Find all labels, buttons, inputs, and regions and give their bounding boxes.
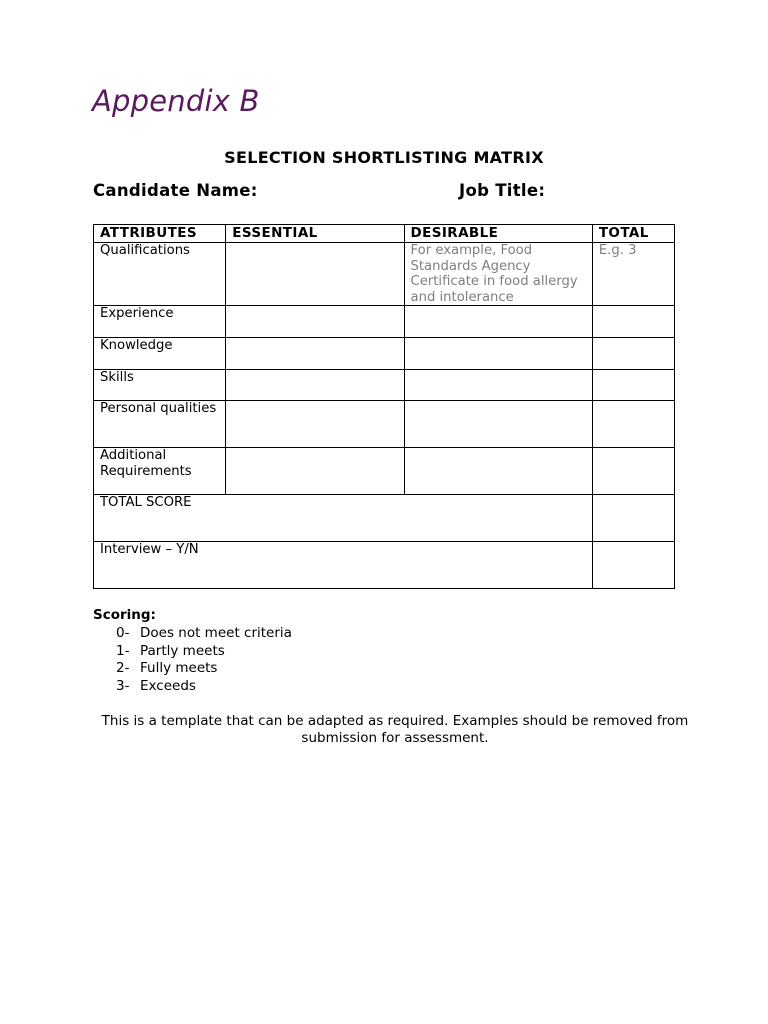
- scoring-list: [93, 625, 292, 696]
- total-cell[interactable]: [592, 448, 674, 495]
- list-item: [116, 678, 292, 696]
- total-cell[interactable]: [592, 338, 674, 370]
- total-score-label: TOTAL SCORE: [94, 495, 593, 542]
- desirable-cell[interactable]: For example, Food Standards Agency Certificate in food allergy and intolerance: [404, 243, 592, 306]
- header-desirable: DESIRABLE: [404, 225, 592, 243]
- scoring-number: 2-: [116, 660, 130, 677]
- scoring-text: Partly meets: [140, 642, 225, 659]
- interview-cell[interactable]: [592, 542, 674, 589]
- list-item: [116, 643, 292, 661]
- desirable-cell[interactable]: [404, 401, 592, 448]
- total-score-row: [94, 495, 675, 542]
- attribute-cell: Qualifications: [94, 243, 226, 306]
- header-essential: ESSENTIAL: [226, 225, 404, 243]
- interview-row: [94, 542, 675, 589]
- template-footnote: This is a template that can be adapted as required. Examples should be removed from submission for assessment.: [101, 713, 689, 746]
- table-row: [94, 338, 675, 370]
- table-row: [94, 243, 675, 306]
- table-row: [94, 448, 675, 495]
- shortlisting-matrix-table: [93, 224, 675, 589]
- list-item: [116, 660, 292, 678]
- desirable-cell[interactable]: [404, 338, 592, 370]
- scoring-number: 1-: [116, 642, 130, 659]
- desirable-cell[interactable]: [404, 448, 592, 495]
- table-row: [94, 306, 675, 338]
- attribute-cell: Skills: [94, 370, 226, 401]
- total-score-cell[interactable]: [592, 495, 674, 542]
- essential-cell[interactable]: [226, 243, 404, 306]
- essential-cell[interactable]: [226, 370, 404, 401]
- desirable-cell[interactable]: [404, 370, 592, 401]
- table-row: [94, 370, 675, 401]
- scoring-number: 3-: [116, 678, 130, 695]
- attribute-cell: Additional Requirements: [94, 448, 226, 495]
- appendix-title: Appendix B: [92, 84, 260, 118]
- scoring-legend: [93, 607, 292, 696]
- scoring-heading: Scoring:: [93, 607, 156, 623]
- scoring-number: 0-: [116, 624, 130, 641]
- essential-cell[interactable]: [226, 401, 404, 448]
- essential-cell[interactable]: [226, 306, 404, 338]
- attribute-cell: Experience: [94, 306, 226, 338]
- essential-cell[interactable]: [226, 338, 404, 370]
- essential-cell[interactable]: [226, 448, 404, 495]
- interview-label: Interview – Y/N: [94, 542, 593, 589]
- scoring-text: Does not meet criteria: [140, 624, 292, 641]
- attribute-cell: Personal qualities: [94, 401, 226, 448]
- total-cell[interactable]: [592, 370, 674, 401]
- table-row: [94, 401, 675, 448]
- total-cell[interactable]: [592, 401, 674, 448]
- list-item: [116, 625, 292, 643]
- candidate-name-label: Candidate Name:: [93, 181, 258, 200]
- total-cell[interactable]: E.g. 3: [592, 243, 674, 306]
- document-title: SELECTION SHORTLISTING MATRIX: [224, 148, 544, 167]
- total-cell[interactable]: [592, 306, 674, 338]
- job-title-label: Job Title:: [459, 181, 546, 200]
- scoring-text: Exceeds: [140, 678, 196, 695]
- attribute-cell: Knowledge: [94, 338, 226, 370]
- header-attributes: ATTRIBUTES: [94, 225, 226, 243]
- desirable-cell[interactable]: [404, 306, 592, 338]
- header-total: TOTAL: [592, 225, 674, 243]
- scoring-text: Fully meets: [140, 660, 218, 677]
- table-header-row: [94, 225, 675, 243]
